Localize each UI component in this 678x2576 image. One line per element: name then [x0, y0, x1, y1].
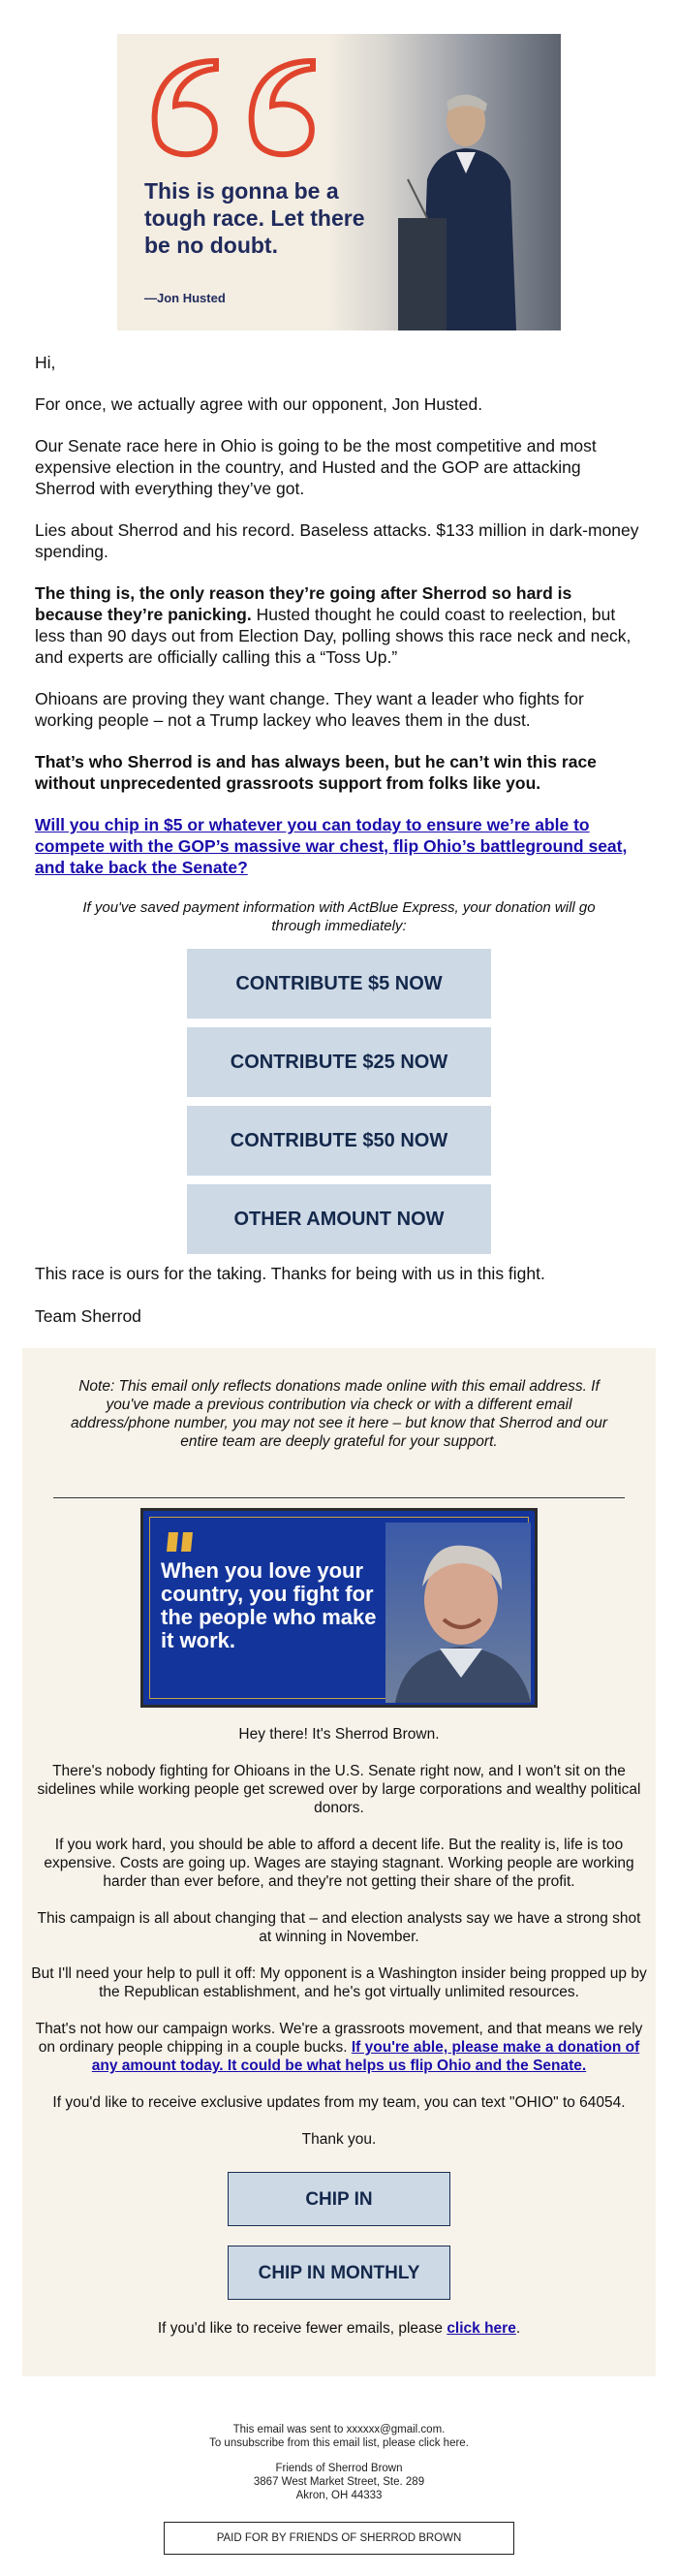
address-line-2: Akron, OH 44333: [295, 2490, 383, 2501]
closing: [0, 1263, 678, 1327]
text-updates-paragraph: If you'd like to receive exclusive updates from my team, you can text "OHIO" to 64054.: [52, 2094, 626, 2111]
fewer-emails-end: .: [515, 2320, 521, 2337]
donation-link[interactable]: If you're able, please make a donation of any amount today. It could be what helps us flip Ohio and the Senate.: [91, 2039, 640, 2074]
hero-attribution: —Jon Husted: [144, 291, 226, 305]
closing-line: This race is ours for the taking. Thanks for being with us in this fight.: [35, 1264, 545, 1283]
thank-you: Thank you.: [301, 2131, 377, 2148]
footer-address: [0, 2462, 678, 2502]
donate-link-paragraph: [35, 814, 643, 878]
email-body: [0, 34, 678, 2555]
quote-marks-icon: [139, 51, 332, 168]
paragraph: This campaign is all about changing that – and election analysts say we have a strong shot at winning in November.: [37, 1910, 641, 1945]
contribute-25-button[interactable]: CONTRIBUTE $25 NOW: [187, 1027, 491, 1097]
paragraph-text: That's not how our campaign works. We're a grassroots movement, and that means we rely on ordinary people chipping in a couple bucks.: [35, 2021, 643, 2056]
sherrod-banner-image: [140, 1508, 538, 1708]
bold-lead: The thing is, the only reason they’re going after Sherrod so hard is because they’re panicking.: [35, 583, 572, 624]
paragraph: [35, 582, 643, 668]
greeting: Hi,: [35, 353, 56, 372]
contribute-buttons: [187, 949, 491, 1254]
speaker-figure-icon: [398, 73, 553, 330]
secondary-section: [22, 1348, 656, 2376]
paid-for-disclaimer: PAID FOR BY FRIENDS OF SHERROD BROWN: [164, 2522, 514, 2555]
fewer-emails-text: If you'd like to receive fewer emails, please: [157, 2320, 447, 2337]
quote-mark-icon: [165, 1530, 198, 1554]
sherrod-greeting: Hey there! It's Sherrod Brown.: [238, 1726, 440, 1743]
banner-text: When you love your country, you fight for the people who make it work.: [161, 1558, 377, 1652]
paragraph: There's nobody fighting for Ohioans in the U.S. Senate right now, and I won't sit on the sidelines while working people get screwed over by large corporations and wealthy political donors.: [37, 1763, 641, 1816]
sherrod-portrait: [385, 1523, 531, 1703]
hero-quote-image: [117, 34, 561, 330]
donate-link[interactable]: Will you chip in $5 or whatever you can today to ensure we’re able to compete with the GOP’s massive war chest, flip Ohio’s battleground seat, and take back the Senate?: [35, 815, 628, 877]
contribute-5-button[interactable]: CONTRIBUTE $5 NOW: [187, 949, 491, 1019]
bold-paragraph: That’s who Sherrod is and has always been, but he can’t win this race without unprecedented grassroots support from folks like you.: [35, 752, 597, 793]
chip-in-monthly-button[interactable]: CHIP IN MONTHLY: [228, 2246, 450, 2300]
paragraph: Our Senate race here in Ohio is going to be the most competitive and most expensive election in the country, and Husted and the GOP are attacking Sherrod with everything they’ve got.: [35, 436, 597, 498]
paragraph: Ohioans are proving they want change. They want a leader who fights for working people – not a Trump lackey who leaves them in the dust.: [35, 689, 584, 730]
portrait-figure-icon: [385, 1523, 531, 1703]
paragraph: For once, we actually agree with our opponent, Jon Husted.: [35, 394, 483, 414]
signoff: Team Sherrod: [35, 1306, 141, 1326]
footer-sent-line: [0, 2423, 678, 2450]
fewer-emails-link[interactable]: click here: [447, 2320, 516, 2337]
unsubscribe-line[interactable]: To unsubscribe from this email list, please click here.: [209, 2437, 469, 2449]
divider: [53, 1497, 625, 1498]
contribute-50-button[interactable]: CONTRIBUTE $50 NOW: [187, 1106, 491, 1176]
footer: [0, 2423, 678, 2555]
paragraph: Lies about Sherrod and his record. Baseless attacks. $133 million in dark-money spending.: [35, 520, 639, 561]
other-amount-button[interactable]: OTHER AMOUNT NOW: [187, 1184, 491, 1254]
actblue-express-note: If you've saved payment information with ActBlue Express, your donation will go through immediately:: [82, 899, 596, 934]
address-line-1: 3867 West Market Street, Ste. 289: [253, 2476, 425, 2488]
letter-body: [0, 352, 678, 878]
paragraph: If you work hard, you should be able to afford a decent life. But the reality is, life is too expensive. Costs are going up. Wages are staying stagnant. Working people are working harder than ever before, and they're not getting their share of the profit.: [44, 1837, 634, 1890]
org-name: Friends of Sherrod Brown: [275, 2463, 403, 2474]
donation-note: Note: This email only reflects donations made online with this email address. If you've made a previous contribution via check or with a different email address/phone number, you may not see it here – but know that Sherrod and our entire team are deeply grateful for your support.: [70, 1378, 608, 1450]
paragraph-rest: Husted thought he could coast to reelection, but less than 90 days out from Election Day, polling shows this race neck and neck, and experts are officially calling this a “Toss Up.”: [35, 605, 632, 667]
chip-in-button[interactable]: CHIP IN: [228, 2172, 450, 2226]
hero-quote-text: This is gonna be a tough race. Let there be no doubt.: [144, 178, 365, 258]
fewer-emails: [22, 2319, 656, 2338]
sent-to: This email was sent to xxxxxx@gmail.com.: [232, 2424, 446, 2435]
paragraph: [22, 2020, 656, 2075]
paragraph: But I'll need your help to pull it off: My opponent is a Washington insider being propped up by the Republican establishment, and he's got virtually unlimited resources.: [31, 1965, 647, 2000]
